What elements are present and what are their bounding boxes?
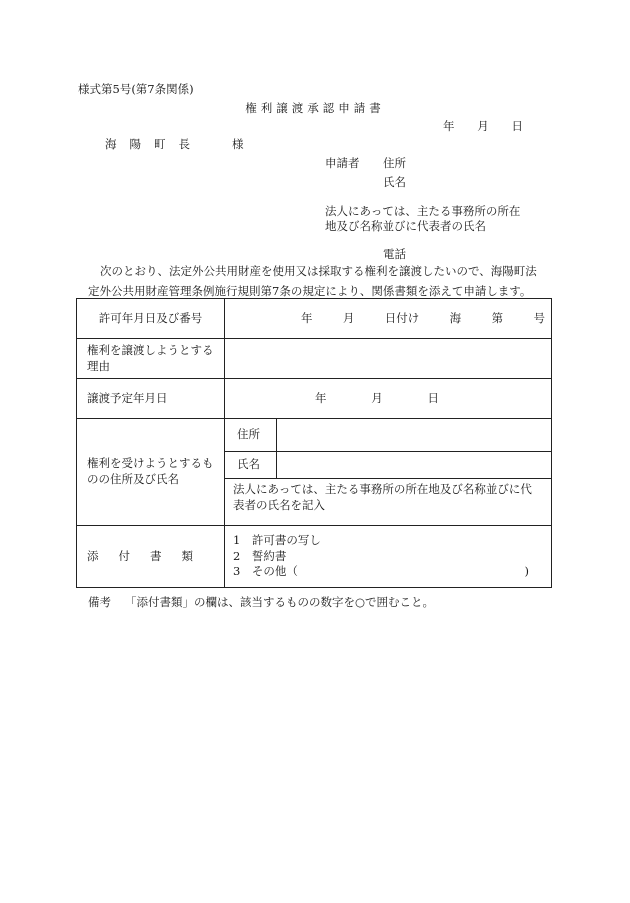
document-title: 権利譲渡承認申請書 — [245, 101, 385, 115]
date-year-label: 年 — [443, 119, 455, 133]
attachments-list — [225, 526, 552, 588]
assignee-address-value[interactable] — [277, 419, 552, 452]
permit-dated-label: 日付け — [384, 310, 420, 325]
attachment-other-label: 3 その他（ — [233, 564, 298, 579]
assignee-address-row — [77, 419, 552, 452]
attachments-row — [77, 526, 552, 588]
transfer-month-label: 月 — [371, 390, 383, 405]
transfer-date-label: 譲渡予定年月日 — [77, 379, 225, 419]
attachment-other-close: ) — [524, 564, 529, 579]
reason-label: 権利を譲渡しようとする理由 — [77, 339, 225, 379]
corporation-note-line2: 地及び名称並びに代表者の氏名 — [325, 219, 486, 233]
attachment-item-permit-copy[interactable]: 1 許可書の写し — [233, 533, 321, 548]
attachment-item-other[interactable] — [233, 564, 543, 580]
application-date — [443, 121, 523, 133]
assignee-corp-note: 法人にあっては、主たる事務所の所在地及び名称並びに代表者の氏名を記入 — [225, 479, 552, 526]
transfer-day-label: 日 — [427, 390, 439, 405]
date-month-label: 月 — [477, 119, 489, 133]
body-text-line1: 次のとおり、法定外公共用財産を使用又は採取する権利を譲渡したいので、海陽町法 — [100, 264, 537, 278]
form-number: 様式第5号(第7条関係) — [78, 82, 194, 96]
assignee-label: 権利を受けようとするものの住所及び氏名 — [77, 419, 225, 526]
permit-value-cell[interactable] — [225, 299, 552, 339]
applicant-phone-label: 電話 — [383, 247, 406, 261]
transfer-year-label: 年 — [315, 390, 327, 405]
permit-year-label: 年 — [301, 310, 313, 325]
permit-month-label: 月 — [342, 310, 355, 325]
assignee-name-label: 氏名 — [225, 452, 277, 479]
permit-number-suffix: 号 — [533, 310, 545, 325]
permit-label: 許可年月日及び番号 — [77, 299, 225, 339]
reason-value-cell[interactable] — [225, 339, 552, 379]
transfer-date-row — [77, 379, 552, 419]
attachment-item-pledge[interactable]: 2 誓約書 — [233, 548, 287, 563]
body-text-line2: 定外公共用財産管理条例施行規則第7条の規定により、関係書類を添えて申請します。 — [88, 284, 532, 298]
remarks — [88, 597, 434, 609]
addressee-honorific: 様 — [232, 137, 244, 151]
permit-number-prefix: 第 — [491, 310, 504, 325]
applicant-address-label: 住所 — [383, 156, 406, 170]
remarks-label: 備考 — [88, 595, 111, 609]
attachments-label: 添付書類 — [77, 526, 225, 588]
permit-row — [77, 299, 552, 339]
addressee: 海陽町長 — [105, 137, 203, 151]
assignee-address-label: 住所 — [225, 419, 277, 452]
applicant-name-label: 氏名 — [383, 175, 406, 189]
transfer-date-value-cell[interactable] — [225, 379, 552, 419]
applicant-label: 申請者 — [325, 156, 360, 170]
reason-row — [77, 339, 552, 379]
remarks-text: 「添付書類」の欄は、該当するものの数字を○で囲むこと。 — [125, 595, 435, 609]
date-day-label: 日 — [511, 119, 523, 133]
application-table — [76, 298, 552, 588]
permit-sea-label: 海 — [449, 310, 462, 325]
assignee-name-value[interactable] — [277, 452, 552, 479]
corporation-note-line1: 法人にあっては、主たる事務所の所在 — [325, 204, 521, 218]
